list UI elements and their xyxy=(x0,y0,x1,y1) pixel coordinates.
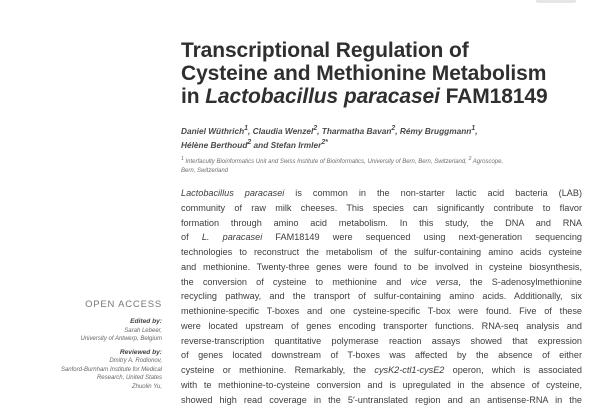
author-name[interactable]: , Tharmatha Bavan xyxy=(317,126,391,136)
species-name: L. paracasei xyxy=(202,232,262,242)
affil-text-2: Agroscope, xyxy=(471,159,503,165)
author-name[interactable]: and Stefan Irmler xyxy=(251,140,321,150)
abstract-line: methionine-specific T-boxes and one cysteine-specific T-box were found. Five of these xyxy=(181,304,582,319)
affiliations xyxy=(181,155,581,176)
title-line-3 xyxy=(181,85,596,108)
abstract-line: with te methionine-to-cysteine conversion and is upregulated in the absence of cysteine, xyxy=(181,378,582,393)
title-line-2: Cysteine and Methionine Metabolism xyxy=(181,62,596,85)
title-line-3-suffix: FAM18149 xyxy=(440,85,548,108)
reviewer-name: Dmitry A. Rodionov, xyxy=(60,357,162,366)
affil-sup: 2 xyxy=(469,156,472,162)
author-affil-sup: 1 xyxy=(471,125,475,132)
affiliation-line-2: Bern, Switzerland xyxy=(181,167,581,176)
paper-title xyxy=(181,39,596,108)
abstract-line: cysteine or methionine. Remarkably, the cysK2-ctl1-cysE2 operon, which is associated xyxy=(181,363,582,378)
affil-text-1: Interfaculty Bioinformatics Unit and Swiss Institute of Bioinformatics, University of Bern, Bern, Switzerland, xyxy=(184,159,469,165)
title-line-3-prefix: in xyxy=(181,85,205,108)
author-affil-sup: 2* xyxy=(321,139,328,146)
author-name[interactable]: Daniel Wüthrich xyxy=(181,126,244,136)
author-affil-sup: 2 xyxy=(247,139,251,146)
affil-sup: 1 xyxy=(181,156,184,162)
article-sidebar xyxy=(60,298,162,391)
abstract-line: reverse-transcription quantitative polymerase reaction assays showed that expression xyxy=(181,334,582,349)
species-name: Lactobacillus paracasei xyxy=(181,188,284,198)
abstract-line: recycling pathway, and the transport of sulfur-containing amino acids. Additionally, six xyxy=(181,289,582,304)
abstract-line: showed high read coverage in the 5′-untranslated region and an antisense-RNA in the xyxy=(181,393,582,407)
open-access-label: OPEN ACCESS xyxy=(60,298,162,312)
reviewer-affiliation: Sanford-Burnham Institute for Medical xyxy=(60,366,162,375)
reviewed-by-label: Reviewed by: xyxy=(60,349,162,358)
abstract-line: Lactobacillus paracasei is common in the non-starter lactic acid bacteria (LAB) xyxy=(181,186,582,201)
editor-name: Sarah Lebeer, xyxy=(60,327,162,336)
abstract xyxy=(181,186,582,407)
gene-operon: cysK2-ctl1-cysE2 xyxy=(374,365,444,375)
affiliation-line-1 xyxy=(181,155,581,167)
author-affil-sup: 1 xyxy=(244,125,248,132)
author-line-2 xyxy=(181,137,591,151)
abstract-line: formation through amino acid metabolism. In this study, the DNA and RNA xyxy=(181,216,582,231)
abstract-line: technologies to reconstruct the metabolism of the sulfur-containing amino acids cysteine xyxy=(181,245,582,260)
abstract-line: of L. paracasei FAM18149 were sequenced using next-generation sequencing xyxy=(181,230,582,245)
edited-by-label: Edited by: xyxy=(60,318,162,327)
abstract-line: of genes located downstream of T-boxes was affected by the absence of either xyxy=(181,348,582,363)
reviewer-name: Zhuolin Yu, xyxy=(60,383,162,392)
author-name[interactable]: , Claudia Wenzel xyxy=(248,126,313,136)
top-tag xyxy=(536,0,576,3)
author-list xyxy=(181,123,591,151)
title-line-1: Transcriptional Regulation of xyxy=(181,39,596,62)
author-affil-sup: 2 xyxy=(313,125,317,132)
author-affil-sup: 2 xyxy=(391,125,395,132)
italic-term: vice versa xyxy=(410,277,458,287)
author-name[interactable]: , Rémy Bruggmann xyxy=(395,126,471,136)
abstract-line: community of raw milk cheeses. This species can significantly contribute to flavor xyxy=(181,201,582,216)
author-name[interactable]: Hélène Berthoud xyxy=(181,140,247,150)
author-line-1: Daniel Wüthrich$^1$, Claudia Wenzel$^2$, Tharmatha Bavan$^2$, Rémy Bruggmann$^1$, xyxy=(181,123,591,137)
abstract-line: were located upstream of genes encoding transporter functions. RNA-seq analysis and xyxy=(181,319,582,334)
abstract-line: and methionine. Twenty-three genes were found to be involved in cysteine biosynthesis, xyxy=(181,260,582,275)
abstract-line: the conversion of cysteine to methionine and vice versa, the S-adenosylmethionine xyxy=(181,275,582,290)
editor-affiliation: University of Antwerp, Belgium xyxy=(60,335,162,344)
reviewer-affiliation: Research, United States xyxy=(60,374,162,383)
title-species: Lactobacillus paracasei xyxy=(205,85,440,108)
